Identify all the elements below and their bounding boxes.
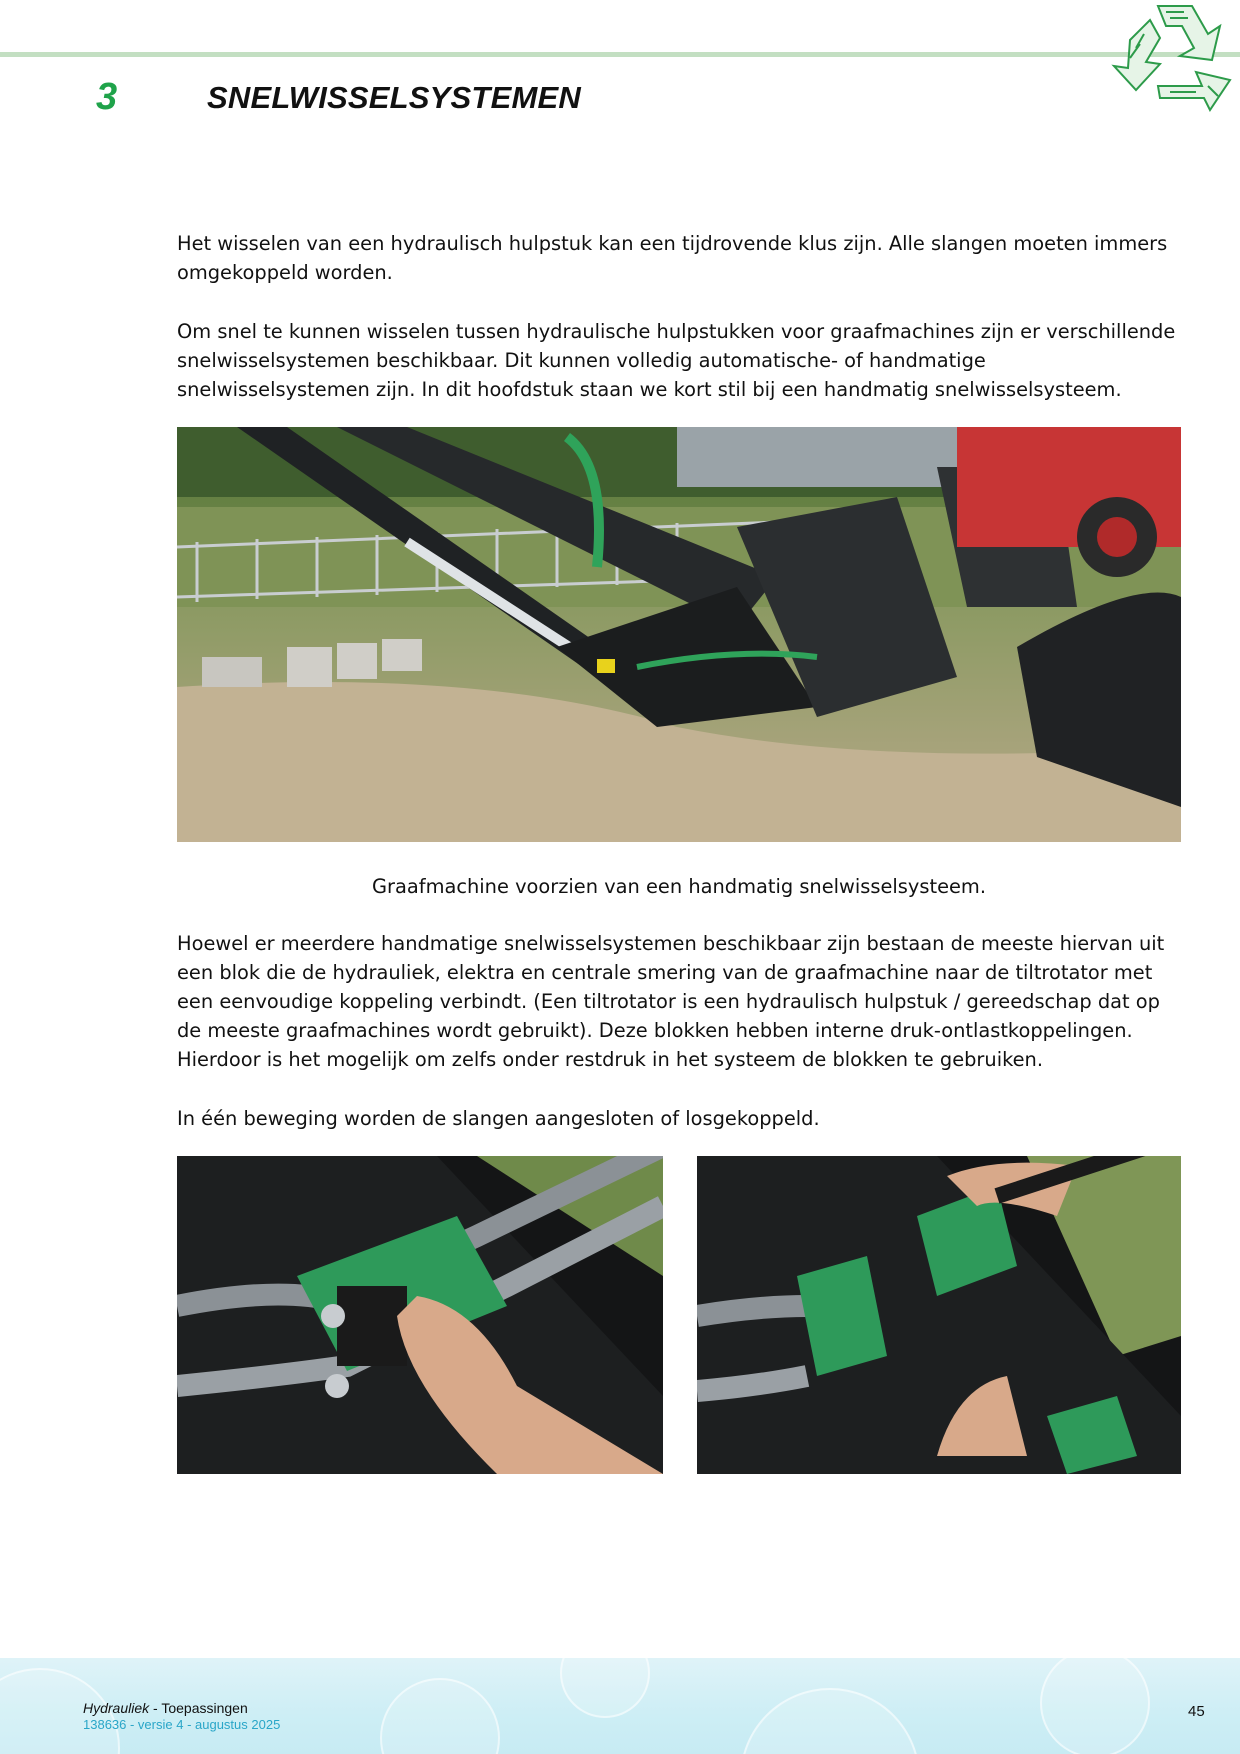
excavator-photo [177, 427, 1181, 842]
bubble-decoration [380, 1678, 500, 1754]
chapter-title: SNELWISSELSYSTEMEN [207, 80, 581, 115]
bubble-decoration [560, 1658, 650, 1718]
intro-paragraph: Het wisselen van een hydraulisch hulpstuk kan een tijdrovende klus zijn. Alle slangen moeten immers omgekoppeld worden. [177, 232, 1168, 284]
explanation-paragraph: Hoewel er meerdere handmatige snelwisselsystemen beschikbaar zijn bestaan de meeste hiervan uit een blok die de hydrauliek, elektra en centrale smering van de graafmachine naar de tiltrotator met een eenvoudige koppeling verbindt. (Een tiltrotator is een hydraulisch hulpstuk / gereedschap dat op de meeste graafmachines wordt gebruikt). Deze blokken hebben interne druk-ontlastkoppelingen. Hierdoor is het mogelijk om zelfs onder restdruk in het systeem de blokken te gebruiken. [177, 932, 1165, 1071]
coupler-connected-photo [177, 1156, 663, 1474]
footer-book-subtitle: - Toepassingen [149, 1700, 248, 1716]
summary-paragraph: In één beweging worden de slangen aangesloten of losgekoppeld. [177, 1107, 820, 1130]
page-number: 45 [1188, 1703, 1205, 1720]
header-rule [0, 52, 1240, 57]
systems-paragraph: Om snel te kunnen wisselen tussen hydraulische hulpstukken voor graafmachines zijn er verschillende snelwisselsystemen beschikbaar. Dit kunnen volledig automatische- of handmatige snelwisselsystemen zijn. In dit hoofdstuk staan we kort stil bij een handmatig snelwisselsysteem. [177, 320, 1176, 401]
bubble-decoration [740, 1688, 920, 1754]
recycle-icon [1100, 0, 1240, 118]
footer-book-title [83, 1700, 248, 1716]
figure-caption: Graafmachine voorzien van een handmatig snelwisselsysteem. [371, 875, 986, 898]
chapter-number: 3 [96, 76, 118, 118]
coupler-disconnected-photo [697, 1156, 1181, 1474]
bubble-decoration [1040, 1658, 1150, 1754]
footer-version: 138636 - versie 4 - augustus 2025 [83, 1717, 281, 1732]
footer-book-name: Hydrauliek [83, 1700, 150, 1716]
